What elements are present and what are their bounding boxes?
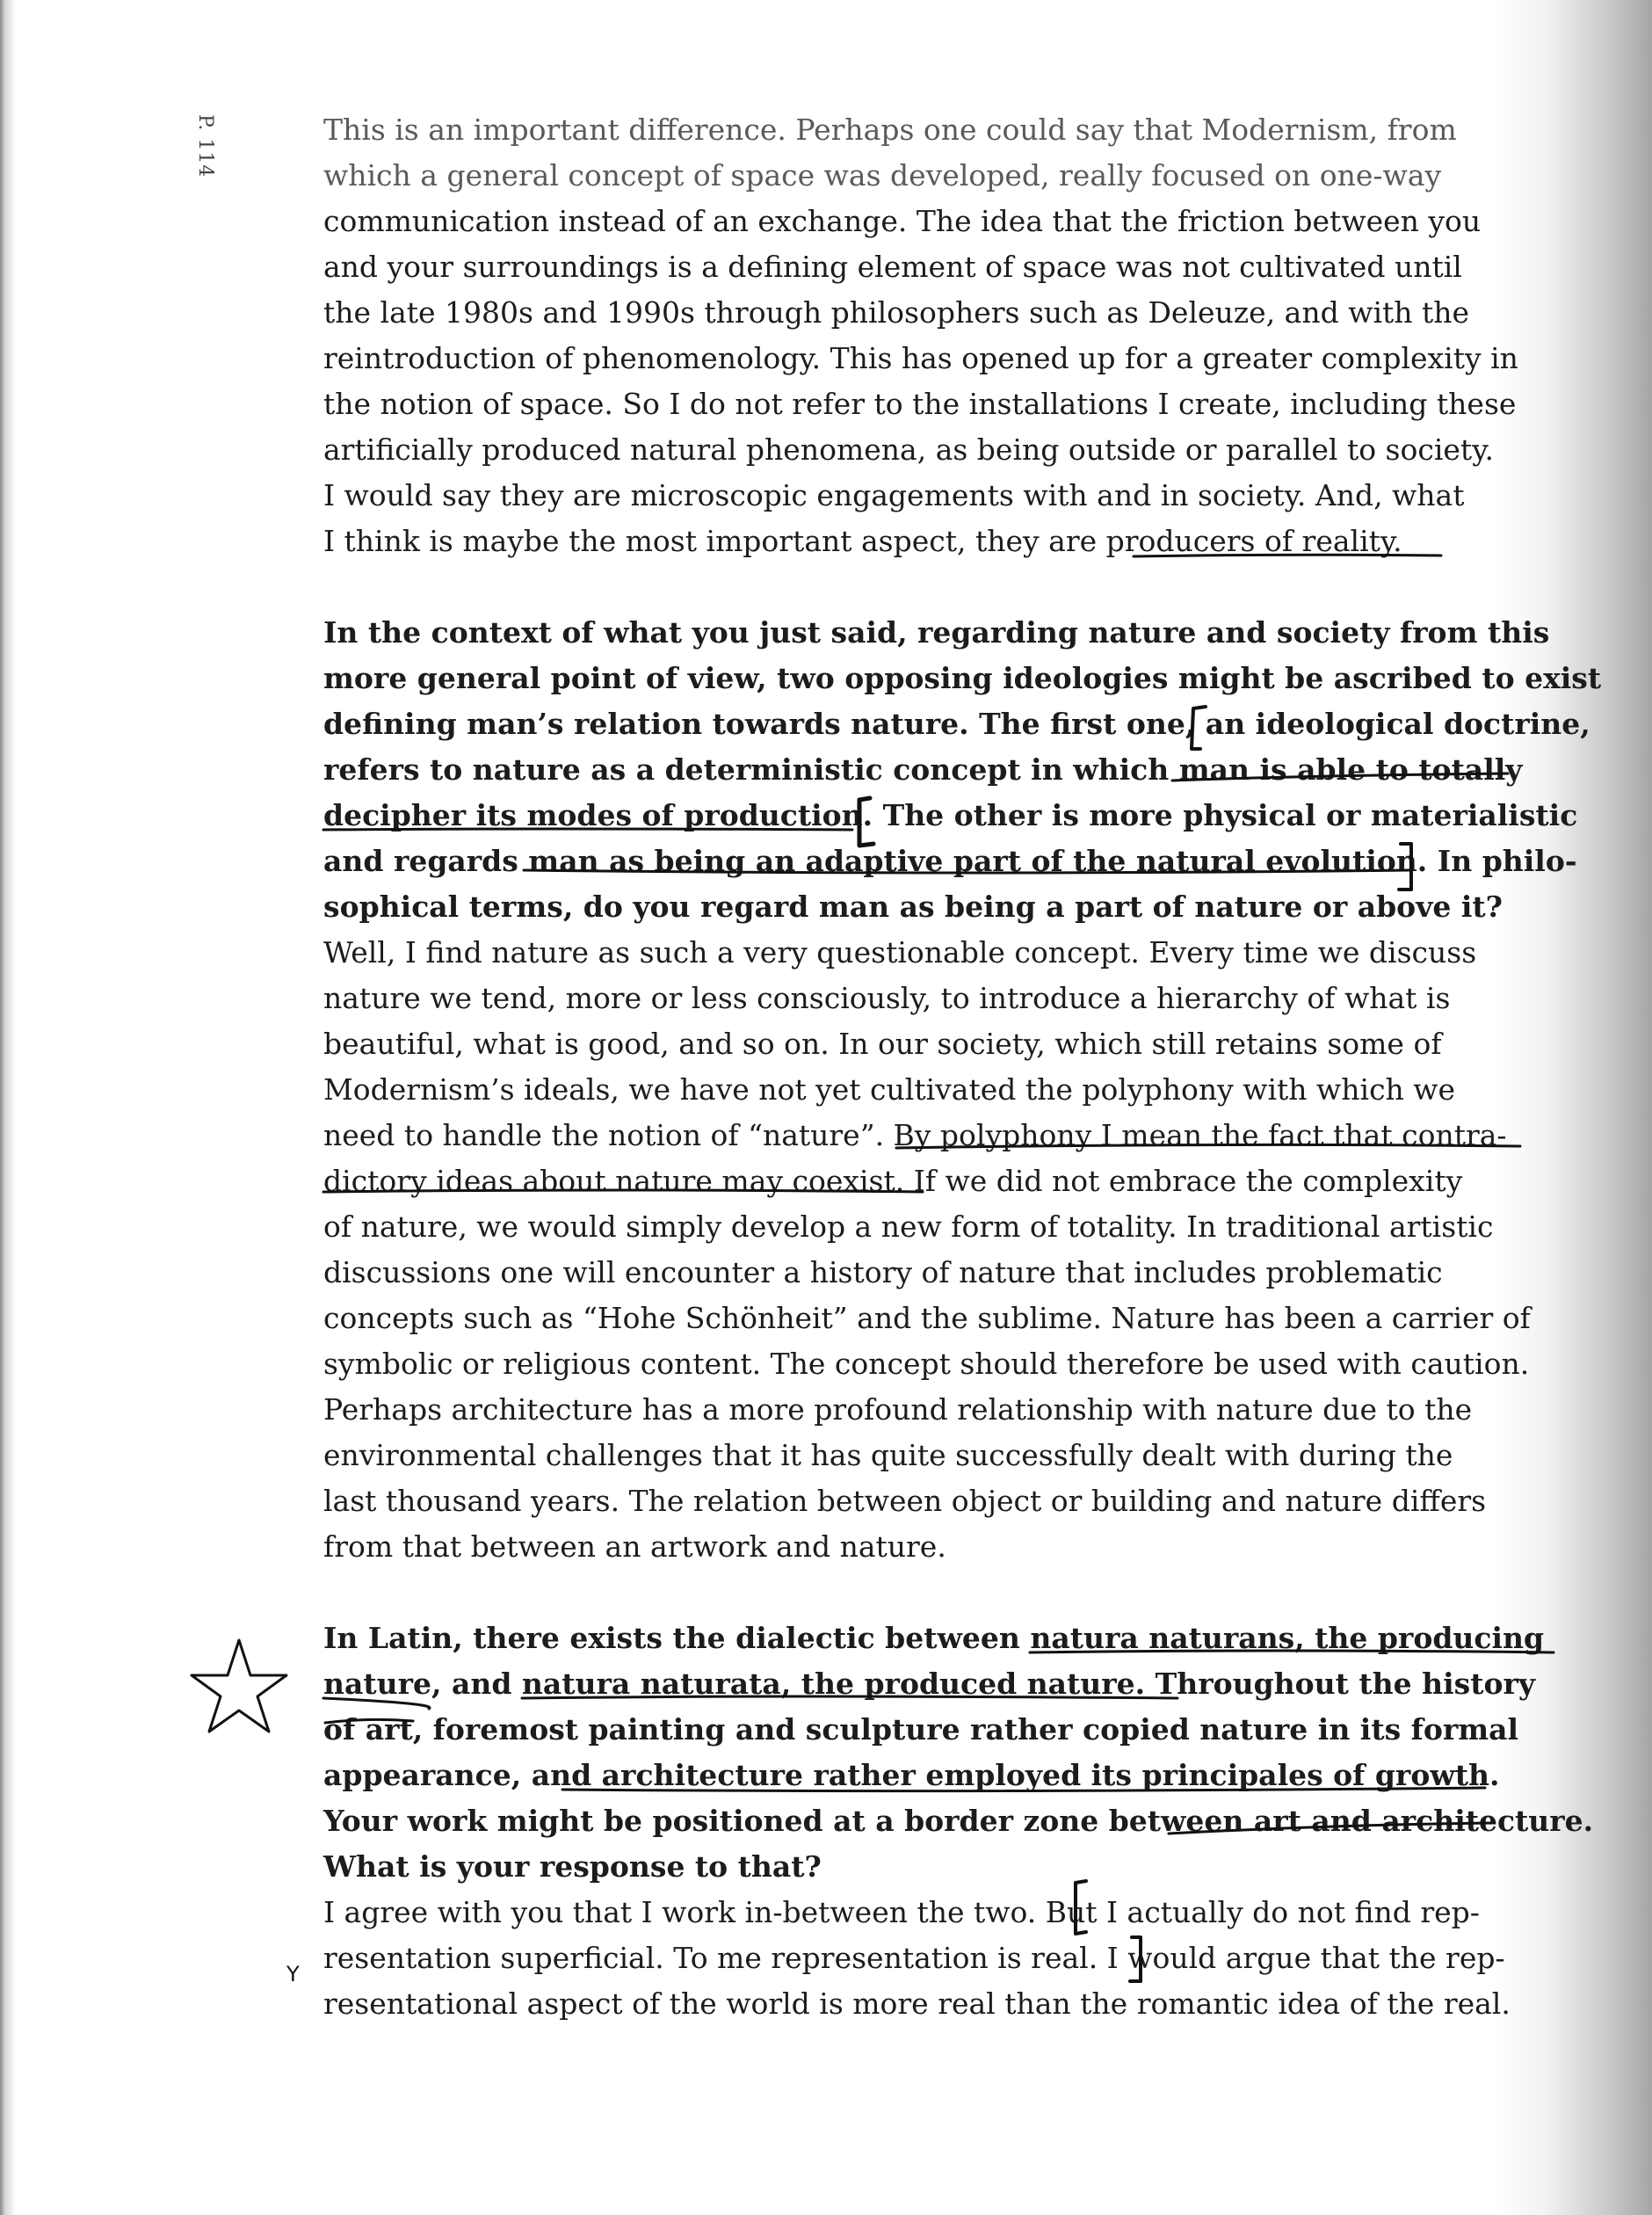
underline-mark <box>1172 773 1508 781</box>
text-line: environmental challenges that it has quite successfully dealt with during the <box>323 1438 1453 1472</box>
text-line: which a general concept of space was developed, really focused on one-way <box>323 158 1442 192</box>
text-line: refers to nature as a deterministic concept in which man is able to totally <box>323 752 1523 787</box>
underline-mark <box>522 1696 1177 1698</box>
underline-mark <box>896 1144 1520 1148</box>
page-number: P. 114 <box>194 114 216 178</box>
underline-mark <box>562 1788 1485 1791</box>
text-line: and your surroundings is a defining element of space was not cultivated until <box>323 250 1462 284</box>
text-line: of nature, we would simply develop a new form of totality. In traditional artistic <box>323 1209 1494 1244</box>
bracket-mark <box>1399 844 1411 890</box>
text-line: Your work might be positioned at a border zone between art and architecture. <box>323 1804 1594 1838</box>
bracket-mark <box>859 798 873 846</box>
text-line: last thousand years. The relation between object or building and nature differs <box>323 1484 1487 1518</box>
text-line: Well, I find nature as such a very questionable concept. Every time we discuss <box>323 935 1477 970</box>
text-line: reintroduction of phenomenology. This has opened up for a greater complexity in <box>323 341 1518 375</box>
underline-mark <box>524 870 1409 873</box>
underline-mark <box>323 829 852 830</box>
text-line: the late 1980s and 1990s through philosophers such as Deleuze, and with the <box>323 295 1470 330</box>
underline-mark <box>1030 1651 1554 1652</box>
text-line: appearance, and architecture rather employed its principales of growth. <box>323 1758 1500 1792</box>
text-line: artificially produced natural phenomena, as being outside or parallel to society. <box>323 432 1494 467</box>
text-line: What is your response to that? <box>323 1849 822 1884</box>
bracket-mark <box>1192 707 1206 749</box>
margin-mark: Y <box>286 1962 300 1986</box>
text-line: Modernism’s ideals, we have not yet cultivated the polyphony with which we <box>323 1072 1456 1107</box>
text-line: nature we tend, more or less consciously, to introduce a hierarchy of what is <box>323 981 1451 1015</box>
bracket-mark <box>1076 1881 1086 1934</box>
text-line: In Latin, there exists the dialectic between natura naturans, the producing <box>323 1621 1545 1655</box>
text-line: symbolic or religious content. The concept should therefore be used with caution. <box>323 1347 1530 1381</box>
text-line: In the context of what you just said, regarding nature and society from this <box>323 615 1550 650</box>
star-icon <box>192 1640 286 1732</box>
underline-mark <box>323 1190 923 1192</box>
text-line: resentation superficial. To me representation is real. I would argue that the rep- <box>323 1941 1505 1975</box>
underline-mark <box>1134 555 1441 556</box>
text-line: decipher its modes of production. The other is more physical or materialistic <box>323 798 1578 832</box>
underline-mark <box>325 1719 413 1723</box>
text-line: Perhaps architecture has a more profound relationship with nature due to the <box>323 1392 1473 1427</box>
text-line: defining man’s relation towards nature. The first one, an ideological doctrine, <box>323 707 1590 741</box>
text-line: of art, foremost painting and sculpture rather copied nature in its formal <box>323 1712 1519 1747</box>
text-line: communication instead of an exchange. The idea that the friction between you <box>323 204 1482 238</box>
text-line: nature, and natura naturata, the produced nature. Throughout the history <box>323 1667 1536 1701</box>
text-line: and regards man as being an adaptive part of the natural evolution. In philo- <box>323 844 1577 878</box>
text-line: beautiful, what is good, and so on. In our society, which still retains some of <box>323 1027 1442 1061</box>
text-line: from that between an artwork and nature. <box>323 1529 946 1564</box>
text-line: I think is maybe the most important aspect, they are producers of reality. <box>323 524 1402 558</box>
text-line: need to handle the notion of “nature”. By polyphony I mean the fact that contra- <box>323 1118 1507 1152</box>
text-line: sophical terms, do you regard man as being a part of nature or above it? <box>323 890 1503 924</box>
bracket-mark <box>1130 1937 1141 1981</box>
text-line: resentational aspect of the world is more real than the romantic idea of the real. <box>323 1986 1511 2021</box>
underline-mark <box>323 1698 430 1709</box>
text-line: concepts such as “Hohe Schönheit” and the sublime. Nature has been a carrier of <box>323 1301 1531 1335</box>
text-line: the notion of space. So I do not refer to the installations I create, including these <box>323 387 1517 421</box>
text-line: I agree with you that I work in-between the two. But I actually do not find rep- <box>323 1895 1480 1929</box>
text-line: I would say they are microscopic engagements with and in society. And, what <box>323 478 1465 512</box>
text-line: dictory ideas about nature may coexist. If we did not embrace the complexity <box>323 1164 1463 1198</box>
text-line: discussions one will encounter a history of nature that includes problematic <box>323 1255 1443 1289</box>
text-line: more general point of view, two opposing ideologies might be ascribed to exist <box>323 661 1602 695</box>
text-line: This is an important difference. Perhaps one could say that Modernism, from <box>323 113 1457 147</box>
underline-mark <box>1169 1823 1494 1834</box>
